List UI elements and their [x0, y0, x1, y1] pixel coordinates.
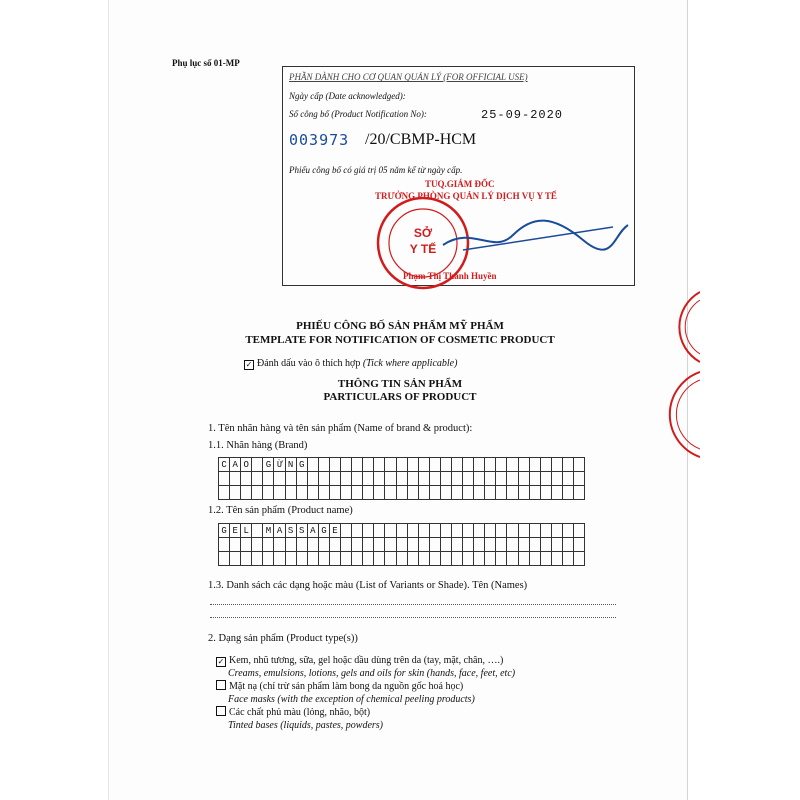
grid-cell[interactable] — [374, 524, 385, 538]
date-acknowledged-label: Ngày cấp (Date acknowledged): — [289, 91, 406, 101]
grid-row — [219, 524, 585, 538]
variants-label: 1.3. Danh sách các dạng hoặc màu (List of Variants or Shade). Tên (Names) — [208, 580, 528, 591]
title-en: TEMPLATE FOR NOTIFICATION OF COSMETIC PRODUCT — [245, 334, 555, 346]
grid-cell[interactable] — [463, 538, 474, 552]
grid-cell[interactable] — [374, 552, 385, 566]
grid-cell[interactable] — [552, 552, 563, 566]
grid-cell[interactable] — [485, 552, 496, 566]
grid-cell[interactable] — [530, 458, 541, 472]
grid-cell[interactable]: S — [286, 524, 297, 538]
grid-cell[interactable] — [541, 486, 552, 500]
grid-cell[interactable] — [563, 524, 574, 538]
grid-cell[interactable] — [485, 458, 496, 472]
grid-cell[interactable] — [341, 538, 352, 552]
grid-cell[interactable] — [274, 472, 285, 486]
grid-cell[interactable] — [374, 458, 385, 472]
grid-cell[interactable]: C — [219, 458, 230, 472]
grid-cell[interactable] — [330, 472, 341, 486]
grid-cell[interactable] — [552, 486, 563, 500]
grid-cell[interactable] — [230, 472, 241, 486]
grid-cell[interactable] — [408, 538, 419, 552]
grid-cell[interactable] — [541, 524, 552, 538]
grid-cell[interactable]: L — [241, 524, 252, 538]
grid-cell[interactable] — [352, 524, 363, 538]
grid-cell[interactable] — [252, 458, 263, 472]
grid-cell[interactable] — [385, 486, 396, 500]
signer-name: Phạm Thị Thanh Huyền — [403, 271, 497, 281]
product-type-item — [216, 654, 515, 680]
grid-cell[interactable]: G — [319, 524, 330, 538]
grid-cell[interactable] — [397, 538, 408, 552]
grid-cell[interactable] — [507, 524, 518, 538]
grid-cell[interactable] — [363, 486, 374, 500]
grid-cell[interactable] — [241, 486, 252, 500]
grid-cell[interactable] — [319, 552, 330, 566]
grid-cell[interactable] — [574, 538, 585, 552]
brand-label: 1.1. Nhãn hàng (Brand) — [208, 440, 308, 451]
grid-cell[interactable] — [419, 552, 430, 566]
grid-cell[interactable]: A — [308, 524, 319, 538]
tick-note — [244, 358, 457, 370]
grid-row — [219, 538, 585, 552]
brand-grid — [218, 457, 585, 500]
grid-cell[interactable] — [263, 538, 274, 552]
grid-cell[interactable] — [463, 524, 474, 538]
grid-cell[interactable] — [230, 486, 241, 500]
grid-cell[interactable] — [485, 486, 496, 500]
grid-row — [219, 472, 585, 486]
grid-cell[interactable] — [563, 552, 574, 566]
appendix-label: Phụ lục số 01-MP — [172, 58, 240, 68]
grid-cell[interactable] — [308, 552, 319, 566]
grid-cell[interactable] — [363, 524, 374, 538]
grid-cell[interactable] — [408, 552, 419, 566]
grid-cell[interactable] — [563, 486, 574, 500]
grid-cell[interactable] — [574, 524, 585, 538]
tick-note-en: (Tick where applicable) — [362, 358, 458, 369]
grid-cell[interactable] — [541, 472, 552, 486]
grid-cell[interactable] — [452, 472, 463, 486]
grid-cell[interactable] — [252, 538, 263, 552]
grid-cell[interactable] — [374, 472, 385, 486]
grid-cell[interactable] — [552, 538, 563, 552]
grid-cell[interactable] — [219, 552, 230, 566]
checked-box-icon: ✓ — [245, 360, 253, 369]
grid-cell[interactable] — [552, 458, 563, 472]
notification-number-label: Số công bố (Product Notification No): — [289, 109, 427, 119]
grid-cell[interactable] — [319, 486, 330, 500]
grid-cell[interactable] — [330, 458, 341, 472]
grid-cell[interactable] — [397, 458, 408, 472]
grid-cell[interactable] — [341, 458, 352, 472]
grid-cell[interactable]: E — [230, 524, 241, 538]
grid-cell[interactable] — [530, 524, 541, 538]
checkbox-unchecked-icon[interactable] — [216, 680, 226, 690]
grid-cell[interactable] — [352, 486, 363, 500]
grid-cell[interactable] — [496, 524, 507, 538]
tick-note-vi: Đánh dấu vào ô thích hợp — [257, 358, 361, 369]
grid-cell[interactable] — [519, 472, 530, 486]
grid-cell[interactable] — [430, 538, 441, 552]
grid-cell[interactable] — [452, 524, 463, 538]
grid-cell[interactable] — [474, 538, 485, 552]
grid-cell[interactable] — [441, 538, 452, 552]
grid-cell[interactable] — [297, 552, 308, 566]
grid-cell[interactable] — [452, 486, 463, 500]
grid-cell[interactable] — [408, 458, 419, 472]
grid-row — [219, 552, 585, 566]
grid-cell[interactable] — [352, 538, 363, 552]
grid-cell[interactable] — [252, 552, 263, 566]
grid-cell[interactable]: Ừ — [274, 458, 285, 472]
grid-cell[interactable] — [352, 472, 363, 486]
grid-cell[interactable] — [286, 486, 297, 500]
grid-cell[interactable] — [263, 472, 274, 486]
grid-cell[interactable] — [496, 552, 507, 566]
grid-cell[interactable] — [552, 472, 563, 486]
official-use-heading: PHẦN DÀNH CHO CƠ QUAN QUẢN LÝ (FOR OFFICIAL USE) — [289, 72, 528, 82]
grid-cell[interactable] — [241, 552, 252, 566]
svg-text:Y TẾ: Y TẾ — [409, 242, 437, 256]
grid-cell[interactable] — [474, 458, 485, 472]
grid-cell[interactable]: O — [241, 458, 252, 472]
grid-cell[interactable] — [286, 538, 297, 552]
grid-cell[interactable] — [541, 538, 552, 552]
product-name-grid — [218, 523, 585, 566]
grid-cell[interactable] — [352, 552, 363, 566]
grid-cell[interactable] — [385, 472, 396, 486]
grid-cell[interactable] — [297, 538, 308, 552]
grid-cell[interactable] — [363, 552, 374, 566]
grid-cell[interactable] — [385, 458, 396, 472]
grid-cell[interactable] — [385, 538, 396, 552]
grid-cell[interactable] — [219, 472, 230, 486]
grid-cell[interactable] — [574, 486, 585, 500]
grid-cell[interactable] — [419, 538, 430, 552]
grid-cell[interactable] — [441, 524, 452, 538]
product-type-item — [216, 706, 515, 732]
grid-cell[interactable] — [430, 524, 441, 538]
grid-cell[interactable] — [463, 486, 474, 500]
grid-cell[interactable] — [430, 486, 441, 500]
grid-row — [219, 458, 585, 472]
grid-cell[interactable]: N — [286, 458, 297, 472]
grid-cell[interactable] — [263, 552, 274, 566]
grid-cell[interactable] — [563, 458, 574, 472]
notification-suffix: /20/CBMP-HCM — [365, 131, 477, 148]
grid-cell[interactable]: G — [297, 458, 308, 472]
checkbox-checked-icon[interactable]: ✓ — [217, 657, 225, 666]
grid-cell[interactable] — [308, 486, 319, 500]
grid-cell[interactable] — [574, 552, 585, 566]
grid-cell[interactable] — [474, 486, 485, 500]
grid-cell[interactable]: S — [297, 524, 308, 538]
validity-note: Phiếu công bố có giá trị 05 năm kể từ ngày cấp. — [289, 165, 463, 175]
notification-number: 003973 — [289, 131, 350, 149]
grid-cell[interactable] — [541, 552, 552, 566]
grid-cell[interactable] — [297, 486, 308, 500]
official-use-box — [282, 66, 635, 286]
grid-cell[interactable] — [308, 472, 319, 486]
variants-line — [210, 617, 616, 618]
grid-cell[interactable] — [519, 486, 530, 500]
grid-cell[interactable] — [274, 552, 285, 566]
grid-cell[interactable] — [419, 486, 430, 500]
particulars-en: PARTICULARS OF PRODUCT — [323, 391, 477, 403]
grid-cell[interactable] — [408, 524, 419, 538]
grid-cell[interactable]: A — [274, 524, 285, 538]
grid-cell[interactable] — [496, 538, 507, 552]
grid-cell[interactable] — [441, 552, 452, 566]
grid-cell[interactable] — [463, 552, 474, 566]
grid-cell[interactable] — [563, 538, 574, 552]
grid-cell[interactable] — [496, 472, 507, 486]
grid-cell[interactable] — [363, 458, 374, 472]
grid-cell[interactable]: E — [330, 524, 341, 538]
grid-cell[interactable] — [363, 472, 374, 486]
grid-cell[interactable] — [507, 486, 518, 500]
grid-cell[interactable] — [341, 552, 352, 566]
grid-cell[interactable] — [397, 552, 408, 566]
svg-text:SỞ: SỞ — [413, 226, 433, 240]
product-type-en: Creams, emulsions, lotions, gels and oils for skin (hands, face, feet, etc) — [228, 668, 516, 679]
grid-cell[interactable] — [507, 538, 518, 552]
signer-title-2: TRƯỞNG PHÒNG QUẢN LÝ DỊCH VỤ Y TẾ — [375, 191, 557, 201]
grid-cell[interactable] — [441, 472, 452, 486]
product-type-en: Tinted bases (liquids, pastes, powders) — [228, 720, 384, 731]
grid-cell[interactable] — [496, 486, 507, 500]
grid-cell[interactable] — [463, 472, 474, 486]
grid-cell[interactable] — [374, 486, 385, 500]
grid-cell[interactable] — [496, 458, 507, 472]
grid-cell[interactable] — [230, 552, 241, 566]
grid-cell[interactable] — [408, 486, 419, 500]
grid-cell[interactable] — [330, 538, 341, 552]
grid-cell[interactable] — [319, 458, 330, 472]
grid-cell[interactable] — [274, 538, 285, 552]
variants-line — [210, 604, 616, 605]
grid-row — [219, 486, 585, 500]
grid-cell[interactable] — [274, 486, 285, 500]
grid-cell[interactable] — [541, 458, 552, 472]
grid-cell[interactable] — [397, 524, 408, 538]
product-types-list — [216, 654, 515, 732]
grid-cell[interactable] — [341, 524, 352, 538]
grid-cell[interactable]: G — [263, 458, 274, 472]
grid-cell[interactable] — [474, 552, 485, 566]
grid-cell[interactable] — [474, 524, 485, 538]
grid-cell[interactable] — [419, 524, 430, 538]
grid-cell[interactable] — [485, 538, 496, 552]
grid-cell[interactable] — [530, 486, 541, 500]
grid-cell[interactable]: M — [263, 524, 274, 538]
grid-cell[interactable]: A — [230, 458, 241, 472]
signature-icon — [433, 205, 633, 265]
grid-cell[interactable] — [507, 458, 518, 472]
grid-cell[interactable] — [452, 552, 463, 566]
product-type-vi: Mặt nạ (chỉ trừ sản phẩm làm bong da nguồn gốc hoá học) — [229, 681, 464, 692]
grid-cell[interactable] — [574, 472, 585, 486]
grid-cell[interactable] — [507, 552, 518, 566]
grid-cell[interactable] — [463, 458, 474, 472]
grid-cell[interactable] — [330, 486, 341, 500]
grid-cell[interactable] — [286, 472, 297, 486]
grid-cell[interactable] — [552, 524, 563, 538]
grid-cell[interactable] — [385, 524, 396, 538]
grid-cell[interactable] — [252, 524, 263, 538]
grid-cell[interactable] — [319, 538, 330, 552]
grid-cell[interactable] — [252, 486, 263, 500]
grid-cell[interactable] — [397, 472, 408, 486]
grid-cell[interactable] — [341, 472, 352, 486]
grid-cell[interactable] — [574, 458, 585, 472]
grid-cell[interactable] — [308, 538, 319, 552]
product-type-vi: Kem, nhũ tương, sữa, gel hoặc dầu dùng trên da (tay, mặt, chân, ….) — [229, 655, 504, 666]
grid-cell[interactable] — [419, 458, 430, 472]
grid-cell[interactable] — [519, 524, 530, 538]
grid-cell[interactable] — [241, 472, 252, 486]
grid-cell[interactable] — [286, 552, 297, 566]
product-type-vi: Các chất phủ màu (lỏng, nhão, bột) — [229, 707, 371, 718]
grid-cell[interactable] — [519, 538, 530, 552]
grid-cell[interactable] — [374, 538, 385, 552]
grid-cell[interactable] — [452, 458, 463, 472]
grid-cell[interactable] — [507, 472, 518, 486]
grid-cell[interactable] — [308, 458, 319, 472]
edge-stamp-marks — [660, 282, 700, 462]
section-2-heading: 2. Dạng sản phẩm (Product type(s)) — [208, 633, 358, 644]
grid-cell[interactable] — [341, 486, 352, 500]
stamp-date: 25-09-2020 — [481, 108, 564, 122]
grid-cell[interactable] — [385, 552, 396, 566]
grid-cell[interactable] — [430, 458, 441, 472]
grid-cell[interactable] — [530, 538, 541, 552]
particulars-vi: THÔNG TIN SẢN PHẨM — [337, 378, 463, 390]
grid-cell[interactable] — [441, 458, 452, 472]
product-type-item — [216, 680, 515, 706]
grid-cell[interactable] — [430, 472, 441, 486]
grid-cell[interactable] — [441, 486, 452, 500]
product-type-en: Face masks (with the exception of chemical peeling products) — [228, 694, 475, 705]
grid-cell[interactable] — [563, 472, 574, 486]
grid-cell[interactable] — [241, 538, 252, 552]
grid-cell[interactable] — [419, 472, 430, 486]
grid-cell[interactable] — [474, 472, 485, 486]
grid-cell[interactable] — [519, 552, 530, 566]
grid-cell[interactable] — [530, 472, 541, 486]
grid-cell[interactable]: G — [219, 524, 230, 538]
grid-cell[interactable] — [363, 538, 374, 552]
grid-cell[interactable] — [219, 538, 230, 552]
grid-cell[interactable] — [330, 552, 341, 566]
grid-cell[interactable] — [352, 458, 363, 472]
signer-title-1: TUQ.GIÁM ĐỐC — [425, 179, 495, 189]
checkbox-unchecked-icon[interactable] — [216, 706, 226, 716]
grid-cell[interactable] — [485, 524, 496, 538]
grid-cell[interactable] — [319, 472, 330, 486]
grid-cell[interactable] — [519, 458, 530, 472]
grid-cell[interactable] — [452, 538, 463, 552]
grid-cell[interactable] — [230, 538, 241, 552]
product-name-label: 1.2. Tên sản phẩm (Product name) — [208, 505, 353, 516]
section-1-heading: 1. Tên nhãn hàng và tên sản phẩm (Name of brand & product): — [208, 423, 473, 434]
grid-cell[interactable] — [397, 486, 408, 500]
grid-cell[interactable] — [219, 486, 230, 500]
grid-cell[interactable] — [485, 472, 496, 486]
grid-cell[interactable] — [530, 552, 541, 566]
grid-cell[interactable] — [263, 486, 274, 500]
title-vi: PHIẾU CÔNG BỐ SẢN PHẨM MỸ PHẨM — [296, 320, 504, 332]
grid-cell[interactable] — [297, 472, 308, 486]
grid-cell[interactable] — [252, 472, 263, 486]
grid-cell[interactable] — [430, 552, 441, 566]
grid-cell[interactable] — [408, 472, 419, 486]
